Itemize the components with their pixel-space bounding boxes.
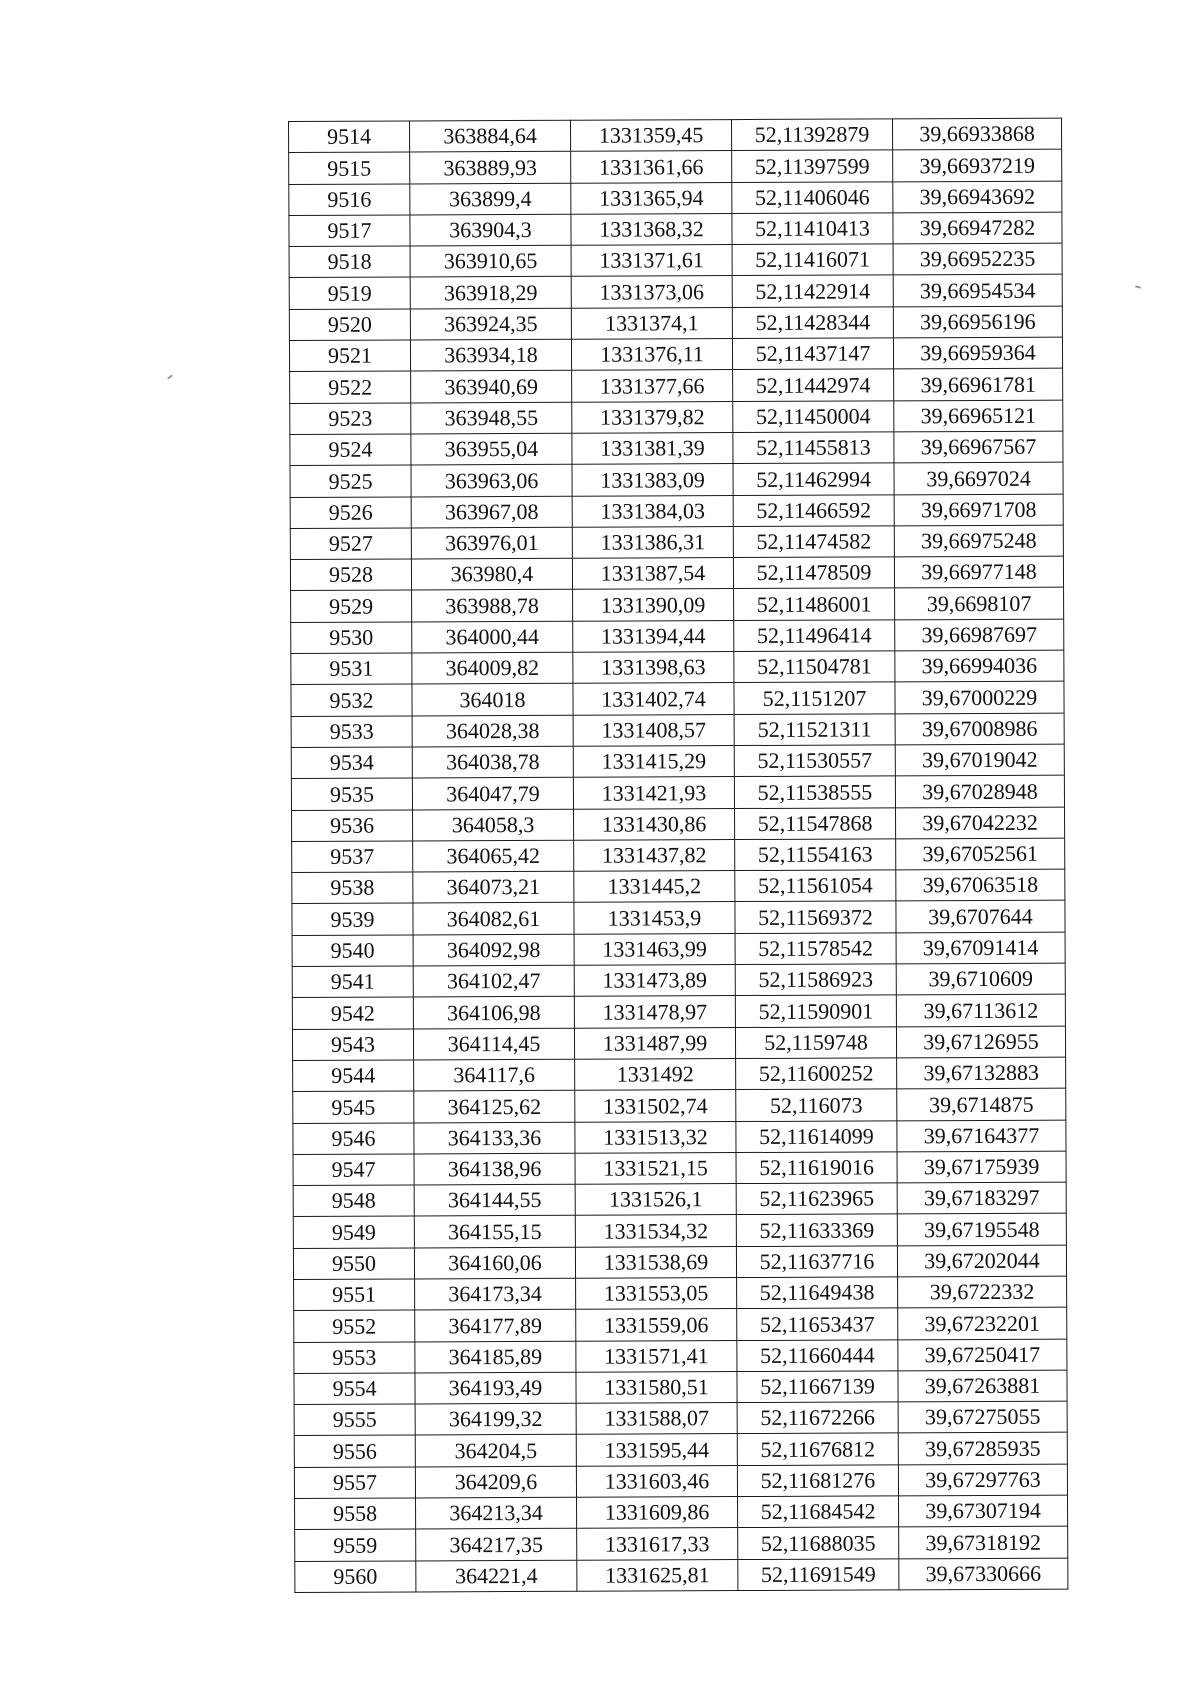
x-coordinate-cell: 363924,35 — [410, 308, 571, 340]
longitude-cell: 39,67113612 — [896, 994, 1065, 1026]
y-coordinate-cell: 1331381,39 — [572, 433, 733, 465]
point-number-cell: 9546 — [293, 1122, 414, 1154]
x-coordinate-cell: 364092,98 — [413, 934, 574, 966]
point-number-cell: 9545 — [293, 1091, 414, 1123]
latitude-cell: 52,11416071 — [732, 244, 893, 276]
table-row — [291, 619, 1064, 654]
x-coordinate-cell: 363910,65 — [410, 245, 571, 277]
y-coordinate-cell: 1331502,74 — [575, 1090, 736, 1122]
latitude-cell: 52,11672266 — [737, 1402, 898, 1434]
table-row — [289, 118, 1062, 153]
table-row — [293, 1120, 1066, 1155]
x-coordinate-cell: 364144,55 — [414, 1184, 575, 1216]
latitude-cell: 52,11691549 — [738, 1559, 899, 1591]
y-coordinate-cell: 1331387,54 — [572, 558, 733, 590]
table-row — [295, 1526, 1068, 1561]
x-coordinate-cell: 363889,93 — [410, 152, 571, 184]
point-number-cell: 9542 — [292, 997, 413, 1029]
x-coordinate-cell: 364058,3 — [413, 809, 574, 841]
latitude-cell: 52,11653437 — [737, 1308, 898, 1340]
x-coordinate-cell: 364000,44 — [412, 621, 573, 653]
x-coordinate-cell: 364028,38 — [412, 715, 573, 747]
longitude-cell: 39,66971708 — [894, 494, 1063, 526]
point-number-cell: 9524 — [290, 434, 411, 466]
y-coordinate-cell: 1331526,1 — [575, 1184, 736, 1216]
longitude-cell: 39,67175939 — [897, 1151, 1066, 1183]
latitude-cell: 52,11684542 — [738, 1496, 899, 1528]
longitude-cell: 39,67132883 — [897, 1057, 1066, 1089]
y-coordinate-cell: 1331553,05 — [576, 1278, 737, 1310]
x-coordinate-cell: 363955,04 — [411, 433, 572, 465]
x-coordinate-cell: 364102,47 — [413, 965, 574, 997]
point-number-cell: 9529 — [291, 590, 412, 622]
longitude-cell: 39,66987697 — [895, 619, 1064, 651]
point-number-cell: 9557 — [294, 1467, 415, 1499]
longitude-cell: 39,67042232 — [896, 807, 1065, 839]
y-coordinate-cell: 1331473,89 — [574, 965, 735, 997]
latitude-cell: 52,11660444 — [737, 1339, 898, 1371]
point-number-cell: 9553 — [294, 1342, 415, 1374]
y-coordinate-cell: 1331359,45 — [570, 120, 731, 152]
latitude-cell: 52,11619016 — [736, 1152, 897, 1184]
y-coordinate-cell: 1331402,74 — [573, 683, 734, 715]
y-coordinate-cell: 1331534,32 — [575, 1215, 736, 1247]
table-row — [289, 212, 1062, 247]
table-row — [290, 556, 1063, 591]
latitude-cell: 52,11466592 — [733, 494, 894, 526]
longitude-cell: 39,67019042 — [895, 744, 1064, 776]
x-coordinate-cell: 363884,64 — [410, 120, 571, 152]
x-coordinate-cell: 364173,34 — [415, 1278, 576, 1310]
point-number-cell: 9556 — [294, 1435, 415, 1467]
y-coordinate-cell: 1331376,11 — [571, 339, 732, 371]
point-number-cell: 9552 — [294, 1310, 415, 1342]
point-number-cell: 9530 — [291, 622, 412, 654]
longitude-cell: 39,67063518 — [896, 869, 1065, 901]
y-coordinate-cell: 1331368,32 — [571, 213, 732, 245]
point-number-cell: 9558 — [295, 1498, 416, 1530]
longitude-cell: 39,66943692 — [893, 181, 1062, 213]
x-coordinate-cell: 364047,79 — [412, 777, 573, 809]
coordinates-table-body — [289, 118, 1068, 1592]
table-row — [289, 181, 1062, 216]
latitude-cell: 52,11681276 — [737, 1465, 898, 1497]
y-coordinate-cell: 1331373,06 — [571, 276, 732, 308]
longitude-cell: 39,66952235 — [893, 243, 1062, 275]
y-coordinate-cell: 1331365,94 — [571, 182, 732, 214]
longitude-cell: 39,67297763 — [898, 1464, 1067, 1496]
table-row — [290, 431, 1063, 466]
latitude-cell: 52,11410413 — [732, 213, 893, 245]
latitude-cell: 52,11504781 — [734, 651, 895, 683]
table-row — [289, 337, 1062, 372]
x-coordinate-cell: 364065,42 — [413, 840, 574, 872]
point-number-cell: 9541 — [292, 966, 413, 998]
coordinates-table — [288, 118, 1068, 1593]
longitude-cell: 39,66959364 — [893, 337, 1062, 369]
point-number-cell: 9554 — [294, 1373, 415, 1405]
latitude-cell: 52,116073 — [736, 1089, 897, 1121]
latitude-cell: 52,11586923 — [735, 964, 896, 996]
y-coordinate-cell: 1331390,09 — [573, 589, 734, 621]
point-number-cell: 9538 — [292, 872, 413, 904]
point-number-cell: 9544 — [293, 1060, 414, 1092]
point-number-cell: 9526 — [290, 497, 411, 529]
table-row — [292, 901, 1065, 936]
table-row — [295, 1558, 1068, 1593]
latitude-cell: 52,11637716 — [736, 1246, 897, 1278]
latitude-cell: 52,11569372 — [735, 901, 896, 933]
table-row — [293, 1151, 1066, 1186]
table-row — [289, 243, 1062, 278]
point-number-cell: 9531 — [291, 653, 412, 685]
point-number-cell: 9549 — [293, 1216, 414, 1248]
latitude-cell: 52,11590901 — [735, 995, 896, 1027]
point-number-cell: 9519 — [289, 277, 410, 309]
latitude-cell: 52,11406046 — [732, 181, 893, 213]
table-row — [292, 807, 1065, 842]
x-coordinate-cell: 364193,49 — [415, 1372, 576, 1404]
x-coordinate-cell: 363899,4 — [410, 183, 571, 215]
longitude-cell: 39,67195548 — [897, 1214, 1066, 1246]
table-row — [294, 1401, 1067, 1436]
y-coordinate-cell: 1331538,69 — [575, 1246, 736, 1278]
point-number-cell: 9514 — [289, 121, 410, 153]
x-coordinate-cell: 364199,32 — [415, 1403, 576, 1435]
x-coordinate-cell: 364138,96 — [414, 1153, 575, 1185]
point-number-cell: 9518 — [289, 246, 410, 278]
scan-speck — [1135, 285, 1141, 288]
longitude-cell: 39,67164377 — [897, 1120, 1066, 1152]
longitude-cell: 39,66994036 — [895, 650, 1064, 682]
y-coordinate-cell: 1331437,82 — [574, 839, 735, 871]
table-row — [293, 1182, 1066, 1217]
y-coordinate-cell: 1331559,06 — [576, 1309, 737, 1341]
y-coordinate-cell: 1331453,9 — [574, 902, 735, 934]
y-coordinate-cell: 1331609,86 — [577, 1497, 738, 1529]
latitude-cell: 52,11462994 — [733, 463, 894, 495]
x-coordinate-cell: 363980,4 — [411, 558, 572, 590]
point-number-cell: 9520 — [289, 309, 410, 341]
point-number-cell: 9548 — [293, 1185, 414, 1217]
table-row — [290, 368, 1063, 403]
longitude-cell: 39,67330666 — [899, 1558, 1068, 1590]
y-coordinate-cell: 1331580,51 — [576, 1371, 737, 1403]
scan-speck — [167, 374, 173, 379]
longitude-cell: 39,66977148 — [894, 556, 1063, 588]
x-coordinate-cell: 364209,6 — [415, 1466, 576, 1498]
point-number-cell: 9555 — [294, 1404, 415, 1436]
point-number-cell: 9532 — [291, 684, 412, 716]
longitude-cell: 39,67275055 — [898, 1401, 1067, 1433]
point-number-cell: 9536 — [292, 809, 413, 841]
point-number-cell: 9537 — [292, 841, 413, 873]
latitude-cell: 52,11676812 — [737, 1433, 898, 1465]
table-row — [294, 1370, 1067, 1405]
table-row — [294, 1433, 1067, 1468]
point-number-cell: 9527 — [290, 528, 411, 560]
longitude-cell: 39,67028948 — [895, 775, 1064, 807]
y-coordinate-cell: 1331398,63 — [573, 652, 734, 684]
longitude-cell: 39,6714875 — [897, 1088, 1066, 1120]
point-number-cell: 9550 — [293, 1248, 414, 1280]
latitude-cell: 52,11496414 — [734, 620, 895, 652]
y-coordinate-cell: 1331625,81 — [577, 1559, 738, 1591]
table-row — [294, 1339, 1067, 1374]
point-number-cell: 9528 — [290, 559, 411, 591]
table-row — [291, 650, 1064, 685]
x-coordinate-cell: 363963,06 — [411, 465, 572, 497]
longitude-cell: 39,6697024 — [894, 462, 1063, 494]
point-number-cell: 9534 — [291, 747, 412, 779]
latitude-cell: 52,11450004 — [733, 401, 894, 433]
x-coordinate-cell: 364204,5 — [415, 1435, 576, 1467]
y-coordinate-cell: 1331377,66 — [572, 370, 733, 402]
longitude-cell: 39,66965121 — [894, 400, 1063, 432]
longitude-cell: 39,67052561 — [896, 838, 1065, 870]
point-number-cell: 9523 — [290, 403, 411, 435]
point-number-cell: 9525 — [290, 465, 411, 497]
x-coordinate-cell: 363967,08 — [411, 496, 572, 528]
latitude-cell: 52,11633369 — [736, 1214, 897, 1246]
point-number-cell: 9521 — [289, 340, 410, 372]
point-number-cell: 9540 — [292, 935, 413, 967]
latitude-cell: 52,11437147 — [732, 338, 893, 370]
latitude-cell: 52,11614099 — [736, 1120, 897, 1152]
y-coordinate-cell: 1331394,44 — [573, 620, 734, 652]
y-coordinate-cell: 1331478,97 — [574, 996, 735, 1028]
y-coordinate-cell: 1331421,93 — [573, 777, 734, 809]
table-row — [291, 588, 1064, 623]
x-coordinate-cell: 364018 — [412, 684, 573, 716]
x-coordinate-cell: 363918,29 — [410, 277, 571, 309]
x-coordinate-cell: 364185,89 — [415, 1341, 576, 1373]
x-coordinate-cell: 364082,61 — [413, 903, 574, 935]
longitude-cell: 39,6722332 — [898, 1276, 1067, 1308]
latitude-cell: 52,11478509 — [733, 557, 894, 589]
point-number-cell: 9560 — [295, 1561, 416, 1593]
longitude-cell: 39,66937219 — [893, 149, 1062, 181]
table-row — [293, 1214, 1066, 1249]
latitude-cell: 52,11442974 — [733, 369, 894, 401]
longitude-cell: 39,67008986 — [895, 713, 1064, 745]
x-coordinate-cell: 363940,69 — [411, 371, 572, 403]
x-coordinate-cell: 364133,36 — [414, 1122, 575, 1154]
x-coordinate-cell: 364038,78 — [412, 746, 573, 778]
table-row — [290, 462, 1063, 497]
longitude-cell: 39,67263881 — [898, 1370, 1067, 1402]
y-coordinate-cell: 1331571,41 — [576, 1340, 737, 1372]
x-coordinate-cell: 363904,3 — [410, 214, 571, 246]
latitude-cell: 52,11455813 — [733, 432, 894, 464]
longitude-cell: 39,66961781 — [894, 368, 1063, 400]
table-row — [292, 963, 1065, 998]
x-coordinate-cell: 364155,15 — [414, 1216, 575, 1248]
y-coordinate-cell: 1331430,86 — [574, 808, 735, 840]
latitude-cell: 52,11667139 — [737, 1371, 898, 1403]
table-row — [291, 744, 1064, 779]
x-coordinate-cell: 364217,35 — [416, 1529, 577, 1561]
table-row — [291, 681, 1064, 716]
y-coordinate-cell: 1331371,61 — [571, 245, 732, 277]
longitude-cell: 39,67285935 — [898, 1433, 1067, 1465]
latitude-cell: 52,1151207 — [734, 682, 895, 714]
x-coordinate-cell: 364117,6 — [414, 1059, 575, 1091]
table-row — [294, 1276, 1067, 1311]
y-coordinate-cell: 1331595,44 — [576, 1434, 737, 1466]
point-number-cell: 9533 — [291, 716, 412, 748]
table-row — [292, 1026, 1065, 1061]
y-coordinate-cell: 1331383,09 — [572, 464, 733, 496]
table-row — [290, 494, 1063, 529]
y-coordinate-cell: 1331521,15 — [575, 1152, 736, 1184]
point-number-cell: 9515 — [289, 152, 410, 184]
table-row — [291, 713, 1064, 748]
table-row — [292, 932, 1065, 967]
longitude-cell: 39,6707644 — [896, 901, 1065, 933]
latitude-cell: 52,11688035 — [738, 1527, 899, 1559]
y-coordinate-cell: 1331374,1 — [571, 307, 732, 339]
latitude-cell: 52,11530557 — [734, 745, 895, 777]
longitude-cell: 39,67318192 — [899, 1526, 1068, 1558]
table-row — [292, 838, 1065, 873]
x-coordinate-cell: 363934,18 — [410, 339, 571, 371]
latitude-cell: 52,11392879 — [731, 119, 892, 151]
x-coordinate-cell: 364177,89 — [415, 1310, 576, 1342]
point-number-cell: 9535 — [291, 778, 412, 810]
x-coordinate-cell: 364213,34 — [416, 1497, 577, 1529]
longitude-cell: 39,67000229 — [895, 681, 1064, 713]
table-row — [290, 525, 1063, 560]
longitude-cell: 39,67202044 — [897, 1245, 1066, 1277]
table-row — [293, 1088, 1066, 1123]
table-row — [292, 994, 1065, 1029]
point-number-cell: 9516 — [289, 184, 410, 216]
y-coordinate-cell: 1331445,2 — [574, 871, 735, 903]
latitude-cell: 52,11623965 — [736, 1183, 897, 1215]
table-row — [293, 1245, 1066, 1280]
longitude-cell: 39,67250417 — [898, 1339, 1067, 1371]
longitude-cell: 39,6710609 — [896, 963, 1065, 995]
y-coordinate-cell: 1331487,99 — [574, 1027, 735, 1059]
y-coordinate-cell: 1331415,29 — [573, 745, 734, 777]
latitude-cell: 52,11397599 — [732, 150, 893, 182]
table-row — [289, 306, 1062, 341]
y-coordinate-cell: 1331386,31 — [572, 526, 733, 558]
y-coordinate-cell: 1331513,32 — [575, 1121, 736, 1153]
latitude-cell: 52,11561054 — [735, 870, 896, 902]
x-coordinate-cell: 364114,45 — [413, 1028, 574, 1060]
longitude-cell: 39,66954534 — [893, 275, 1062, 307]
point-number-cell: 9559 — [295, 1529, 416, 1561]
y-coordinate-cell: 1331361,66 — [571, 151, 732, 183]
latitude-cell: 52,11428344 — [732, 307, 893, 339]
latitude-cell: 52,11547868 — [735, 807, 896, 839]
longitude-cell: 39,6698107 — [895, 588, 1064, 620]
table-row — [290, 400, 1063, 435]
point-number-cell: 9539 — [292, 903, 413, 935]
longitude-cell: 39,66967567 — [894, 431, 1063, 463]
x-coordinate-cell: 363976,01 — [411, 527, 572, 559]
x-coordinate-cell: 364221,4 — [416, 1560, 577, 1592]
x-coordinate-cell: 363948,55 — [411, 402, 572, 434]
point-number-cell: 9551 — [294, 1279, 415, 1311]
longitude-cell: 39,67183297 — [897, 1182, 1066, 1214]
table-row — [295, 1495, 1068, 1530]
table-row — [294, 1464, 1067, 1499]
latitude-cell: 52,11486001 — [734, 588, 895, 620]
latitude-cell: 52,11600252 — [736, 1058, 897, 1090]
table-row — [291, 775, 1064, 810]
y-coordinate-cell: 1331384,03 — [572, 495, 733, 527]
y-coordinate-cell: 1331492 — [575, 1058, 736, 1090]
table-row — [293, 1057, 1066, 1092]
latitude-cell: 52,11474582 — [733, 526, 894, 558]
point-number-cell: 9543 — [292, 1029, 413, 1061]
longitude-cell: 39,67126955 — [896, 1026, 1065, 1058]
point-number-cell: 9522 — [290, 371, 411, 403]
x-coordinate-cell: 363988,78 — [412, 590, 573, 622]
x-coordinate-cell: 364009,82 — [412, 652, 573, 684]
latitude-cell: 52,11578542 — [735, 933, 896, 965]
x-coordinate-cell: 364125,62 — [414, 1090, 575, 1122]
latitude-cell: 52,1159748 — [735, 1026, 896, 1058]
table-row — [289, 275, 1062, 310]
y-coordinate-cell: 1331463,99 — [574, 933, 735, 965]
longitude-cell: 39,66956196 — [893, 306, 1062, 338]
y-coordinate-cell: 1331603,46 — [576, 1465, 737, 1497]
y-coordinate-cell: 1331617,33 — [577, 1528, 738, 1560]
y-coordinate-cell: 1331408,57 — [573, 714, 734, 746]
x-coordinate-cell: 364073,21 — [413, 871, 574, 903]
x-coordinate-cell: 364160,06 — [414, 1247, 575, 1279]
longitude-cell: 39,67307194 — [899, 1495, 1068, 1527]
y-coordinate-cell: 1331379,82 — [572, 401, 733, 433]
table-row — [294, 1307, 1067, 1342]
point-number-cell: 9517 — [289, 215, 410, 247]
longitude-cell: 39,66933868 — [892, 118, 1061, 150]
table-row — [289, 149, 1062, 184]
longitude-cell: 39,66947282 — [893, 212, 1062, 244]
latitude-cell: 52,11521311 — [734, 713, 895, 745]
longitude-cell: 39,67232201 — [898, 1307, 1067, 1339]
table-row — [292, 869, 1065, 904]
longitude-cell: 39,67091414 — [896, 932, 1065, 964]
latitude-cell: 52,11649438 — [737, 1277, 898, 1309]
point-number-cell: 9547 — [293, 1154, 414, 1186]
latitude-cell: 52,11554163 — [735, 839, 896, 871]
x-coordinate-cell: 364106,98 — [413, 997, 574, 1029]
y-coordinate-cell: 1331588,07 — [576, 1403, 737, 1435]
latitude-cell: 52,11422914 — [732, 275, 893, 307]
latitude-cell: 52,11538555 — [734, 776, 895, 808]
longitude-cell: 39,66975248 — [894, 525, 1063, 557]
